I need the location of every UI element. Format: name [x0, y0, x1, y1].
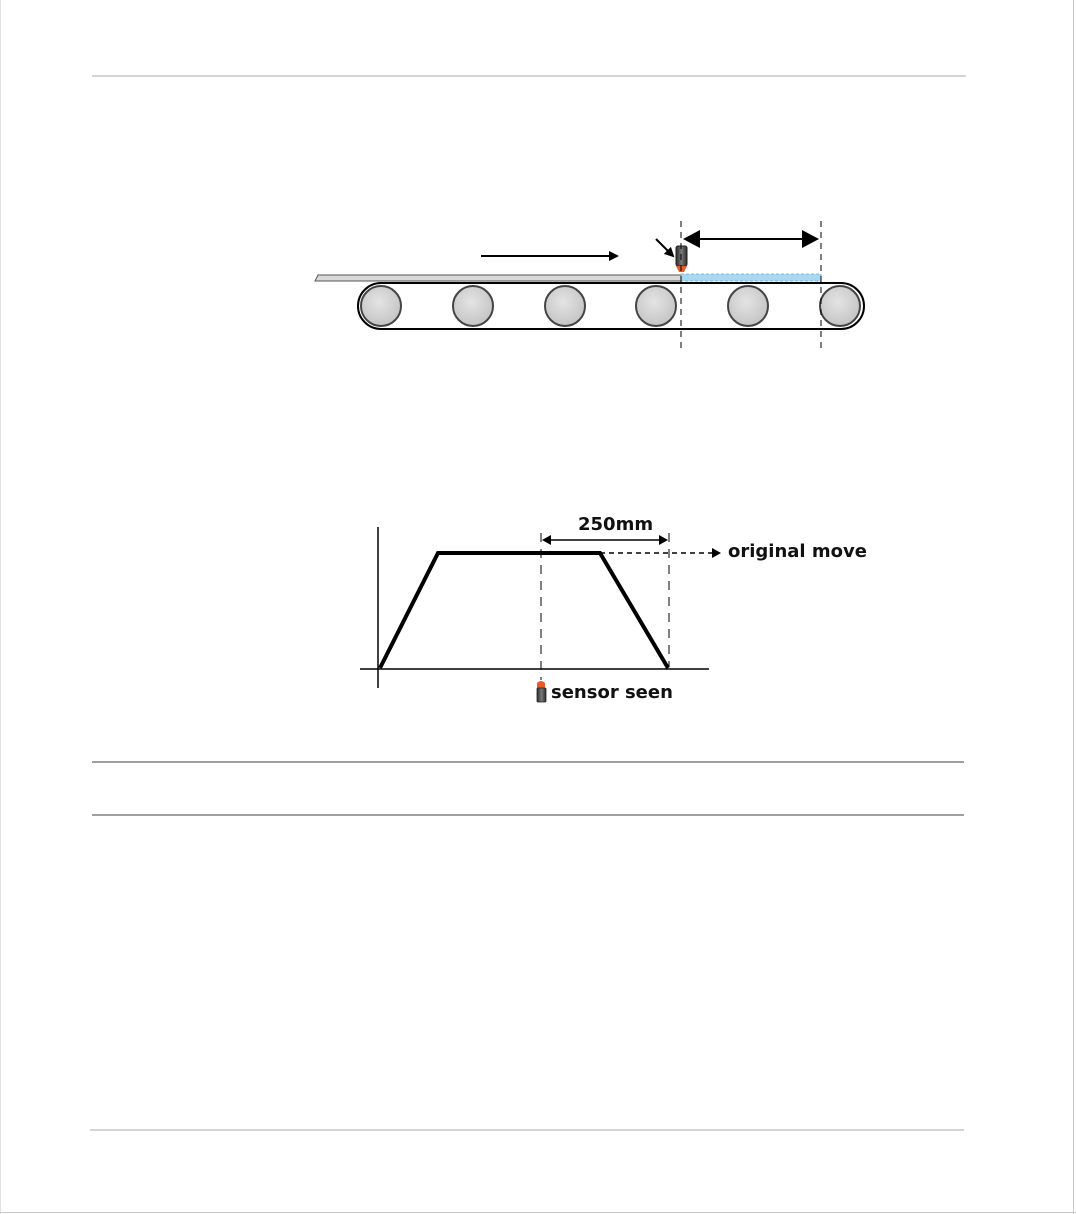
- sensor-icon: [537, 681, 546, 702]
- original-move-label: original move: [728, 541, 867, 562]
- velocity-profile: [360, 514, 867, 703]
- sensor-seen-label: sensor seen: [551, 682, 673, 703]
- velocity-trace: [380, 553, 668, 668]
- pointer-arrow-icon: [656, 239, 673, 256]
- roller: [453, 286, 493, 326]
- distance-label: 250mm: [578, 514, 654, 535]
- distance-dimension-arrow: [542, 535, 668, 545]
- conveyor-belt: [358, 283, 864, 329]
- original-move-arrowhead: [712, 548, 721, 558]
- roller: [728, 286, 768, 326]
- sensed-zone: [681, 274, 821, 281]
- roller: [636, 286, 676, 326]
- distance-arrow: [683, 230, 819, 248]
- product-sheet: [315, 275, 681, 281]
- conveyor-diagram: [315, 221, 864, 350]
- roller: [361, 286, 401, 326]
- roller: [545, 286, 585, 326]
- roller: [820, 286, 860, 326]
